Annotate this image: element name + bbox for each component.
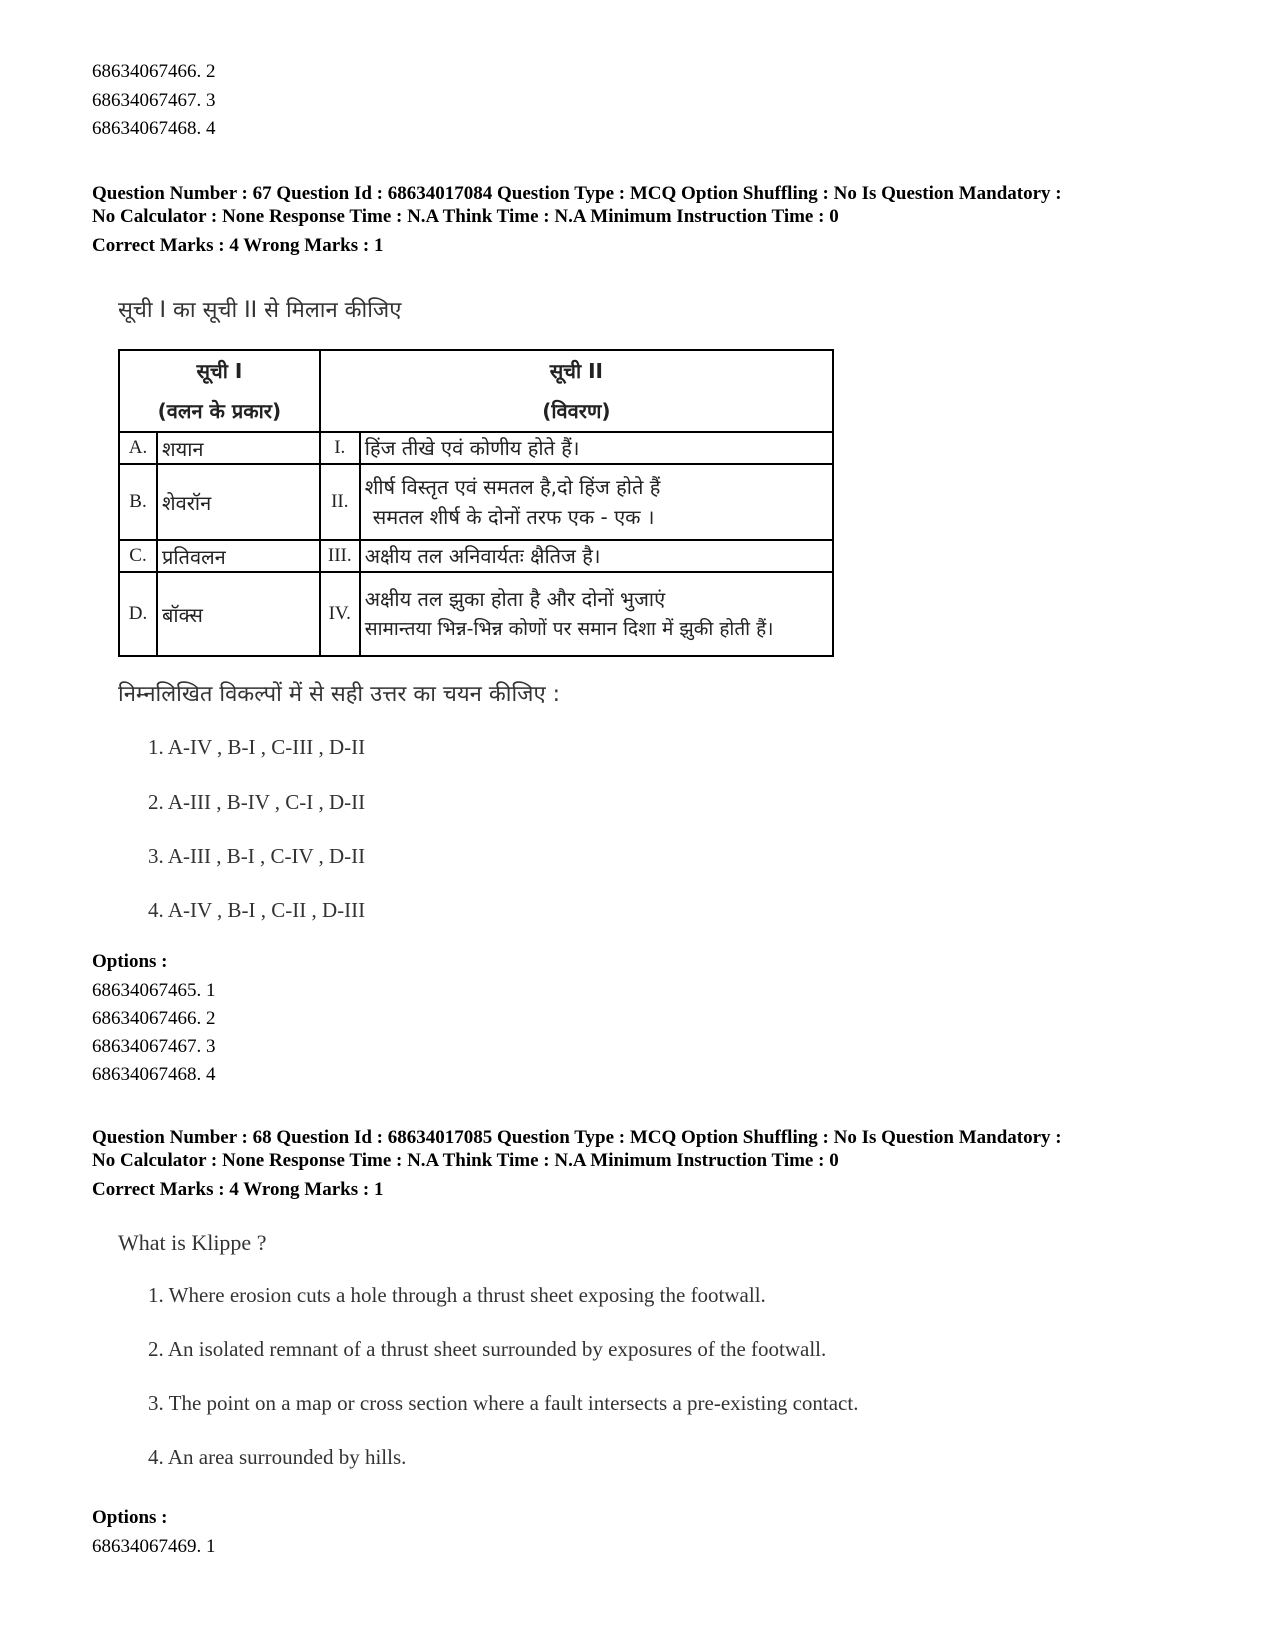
question-instruction: निम्नलिखित विकल्पों में से सही उत्तर का चयन कीजिए : (118, 682, 561, 707)
table-row (119, 540, 833, 572)
question-meta-line: No Calculator : None Response Time : N.A Think Time : N.A Minimum Instruction Time : 0 (92, 1150, 839, 1171)
question-meta-line: Question Number : 67 Question Id : 68634017084 Question Type : MCQ Option Shuffling : No Is Question Mandatory : (92, 183, 1062, 204)
row-item: प्रतिवलन (157, 540, 320, 572)
option-id-line: 68634067467. 3 (92, 1036, 216, 1057)
row-number: IV. (320, 572, 360, 656)
row-item: शेवरॉन (157, 464, 320, 540)
row-description-line: सामान्तया भिन्न-भिन्न कोणों पर समान दिशा में झुकी होती हैं। (364, 618, 774, 640)
answer-choice: 1. Where erosion cuts a hole through a thrust sheet exposing the footwall. (148, 1283, 766, 1307)
row-item: बॉक्स (157, 572, 320, 656)
table-row (119, 464, 833, 540)
match-table (118, 349, 834, 657)
option-id-line: 68634067469. 1 (92, 1536, 216, 1557)
row-description (360, 572, 833, 656)
option-id-line: 68634067465. 1 (92, 980, 216, 1001)
question-meta-line: No Calculator : None Response Time : N.A Think Time : N.A Minimum Instruction Time : 0 (92, 206, 839, 227)
answer-choice: 3. A-III , B-I , C-IV , D-II (148, 844, 366, 868)
question-marks: Correct Marks : 4 Wrong Marks : 1 (92, 235, 384, 256)
row-number: II. (320, 464, 360, 540)
row-label: C. (119, 540, 157, 572)
option-id-line: 68634067468. 4 (92, 1064, 216, 1085)
row-description-line: शीर्ष विस्तृत एवं समतल है,दो हिंज होते हैं (364, 475, 661, 499)
table-row (119, 572, 833, 656)
option-id-line: 68634067466. 2 (92, 1008, 216, 1029)
row-label: A. (119, 432, 157, 464)
table-header-right-title: सूची II (549, 359, 603, 383)
row-label: D. (119, 572, 157, 656)
question-prompt: What is Klippe ? (118, 1230, 267, 1255)
table-header-left-title: सूची I (196, 359, 243, 383)
table-header-left-subtitle: (वलन के प्रकार) (157, 399, 282, 423)
answer-choice: 3. The point on a map or cross section where a fault intersects a pre-existing contact. (148, 1391, 859, 1415)
answer-choice: 4. A-IV , B-I , C-II , D-III (148, 898, 366, 922)
row-item: शयान (157, 432, 320, 464)
row-description-line: अक्षीय तल अनिवार्यतः क्षैतिज है। (364, 544, 601, 568)
row-description (360, 432, 833, 464)
option-id-line: 68634067466. 2 (92, 61, 216, 82)
row-description (360, 540, 833, 572)
options-label: Options : (92, 1507, 168, 1528)
option-id-line: 68634067468. 4 (92, 118, 216, 139)
answer-choice: 4. An area surrounded by hills. (148, 1445, 407, 1469)
row-number: III. (320, 540, 360, 572)
question-prompt: सूची I का सूची II से मिलान कीजिए (118, 298, 402, 323)
answer-choice: 2. An isolated remnant of a thrust sheet surrounded by exposures of the footwall. (148, 1337, 827, 1361)
row-number: I. (320, 432, 360, 464)
table-header-right-subtitle: (विवरण) (542, 399, 611, 423)
row-description-line: हिंज तीखे एवं कोणीय होते हैं। (364, 436, 580, 460)
question-marks: Correct Marks : 4 Wrong Marks : 1 (92, 1179, 384, 1200)
row-description-line: अक्षीय तल झुका होता है और दोनों भुजाएं (364, 587, 666, 611)
row-description (360, 464, 833, 540)
options-label: Options : (92, 951, 168, 972)
answer-choice: 1. A-IV , B-I , C-III , D-II (148, 735, 366, 759)
question-meta-line: Question Number : 68 Question Id : 68634017085 Question Type : MCQ Option Shuffling : No Is Question Mandatory : (92, 1127, 1062, 1148)
table-row (119, 432, 833, 464)
answer-choice: 2. A-III , B-IV , C-I , D-II (148, 790, 366, 814)
option-id-line: 68634067467. 3 (92, 90, 216, 111)
row-description-line: समतल शीर्ष के दोनों तरफ एक - एक । (372, 505, 655, 529)
row-label: B. (119, 464, 157, 540)
